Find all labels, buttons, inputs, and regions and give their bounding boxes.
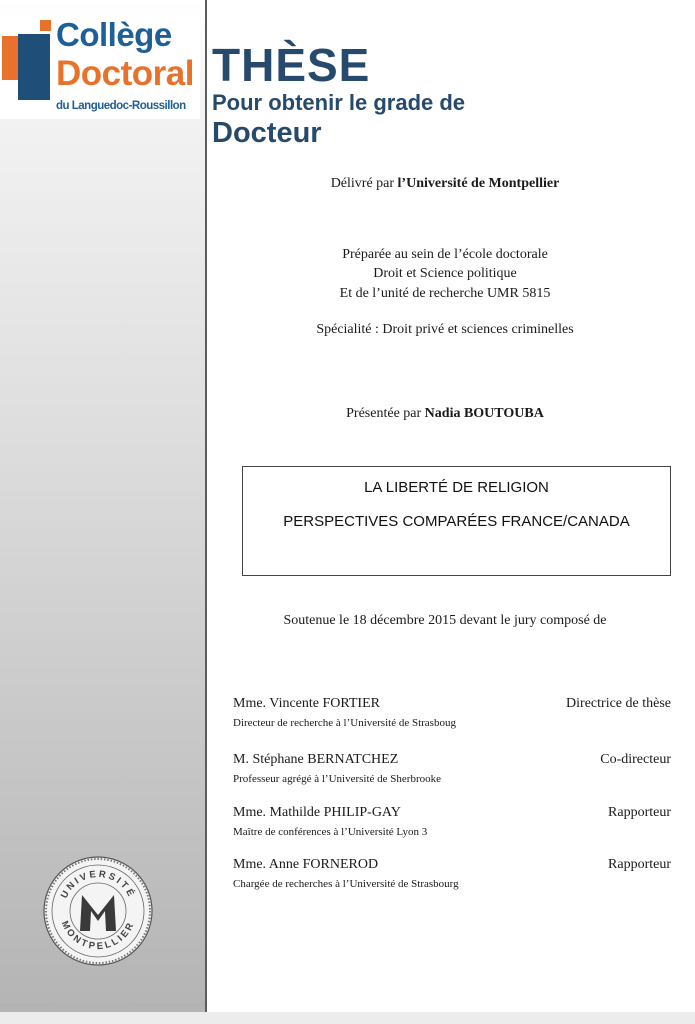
jury-member-name: Mme. Anne FORNEROD: [233, 857, 379, 872]
grade-subtitle: Pour obtenir le grade de: [212, 90, 466, 115]
page-bottom-edge: [0, 1012, 695, 1024]
svg-text:UNIVERSITÉ: UNIVERSITÉ: [58, 868, 138, 901]
author-name: Nadia BOUTOUBA: [424, 406, 544, 421]
delivered-by-line: [205, 176, 685, 192]
prepared-line-3: Et de l’unité de recherche UMR 5815: [339, 286, 551, 301]
jury-member-affiliation: Maître de conférences à l’Université Lyon 3: [233, 826, 428, 838]
logo-blue-square: [18, 34, 50, 100]
jury-member-role: Directrice de thèse: [566, 696, 671, 711]
jury-member-affiliation: Chargée de recherches à l’Université de Strasbourg: [233, 878, 459, 890]
logo-region-text: du Languedoc-Roussillon: [56, 100, 186, 112]
universite-montpellier-seal-icon: [42, 855, 154, 967]
divider: [0, 1004, 55, 1005]
presented-by-line: [205, 406, 685, 422]
delivered-prefix: Délivré par: [330, 176, 395, 191]
defense-line: Soutenue le 18 décembre 2015 devant le jury composé de: [283, 613, 607, 628]
logo-small-orange-square: [40, 20, 51, 31]
divider: [130, 1004, 205, 1005]
presented-prefix: Présentée par: [346, 406, 422, 421]
college-doctoral-logo: [0, 14, 200, 119]
jury-member-name: M. Stéphane BERNATCHEZ: [233, 752, 399, 767]
prepared-line-1: Préparée au sein de l’école doctorale: [342, 247, 548, 262]
jury-member-affiliation: Directeur de recherche à l’Université de Strasboug: [233, 717, 456, 729]
these-heading: THÈSE: [212, 39, 371, 91]
delivering-institution: l’Université de Montpellier: [397, 176, 560, 191]
docteur-subtitle: Docteur: [212, 117, 322, 149]
thesis-title-line-2: PERSPECTIVES COMPARÉES FRANCE/CANADA: [283, 513, 630, 530]
jury-member-name: Mme. Mathilde PHILIP-GAY: [233, 805, 401, 820]
logo-doctoral-text: Doctoral: [56, 54, 194, 93]
jury-member-affiliation: Professeur agrégé à l’Université de Sherbrooke: [233, 773, 442, 785]
speciality-line: Spécialité : Droit privé et sciences criminelles: [316, 322, 574, 337]
jury-member-role: Rapporteur: [608, 805, 671, 820]
logo-college-text: Collège: [56, 16, 172, 53]
svg-text:MONTPELLIER: MONTPELLIER: [58, 919, 138, 953]
thesis-title-box: [242, 466, 671, 576]
jury-member-role: Rapporteur: [608, 857, 671, 872]
thesis-title-line-1: LA LIBERTÉ DE RELIGION: [364, 479, 549, 496]
jury-member-role: Co-directeur: [600, 752, 671, 767]
jury-member-name: Mme. Vincente FORTIER: [233, 696, 380, 711]
prepared-line-2: Droit et Science politique: [373, 266, 517, 281]
